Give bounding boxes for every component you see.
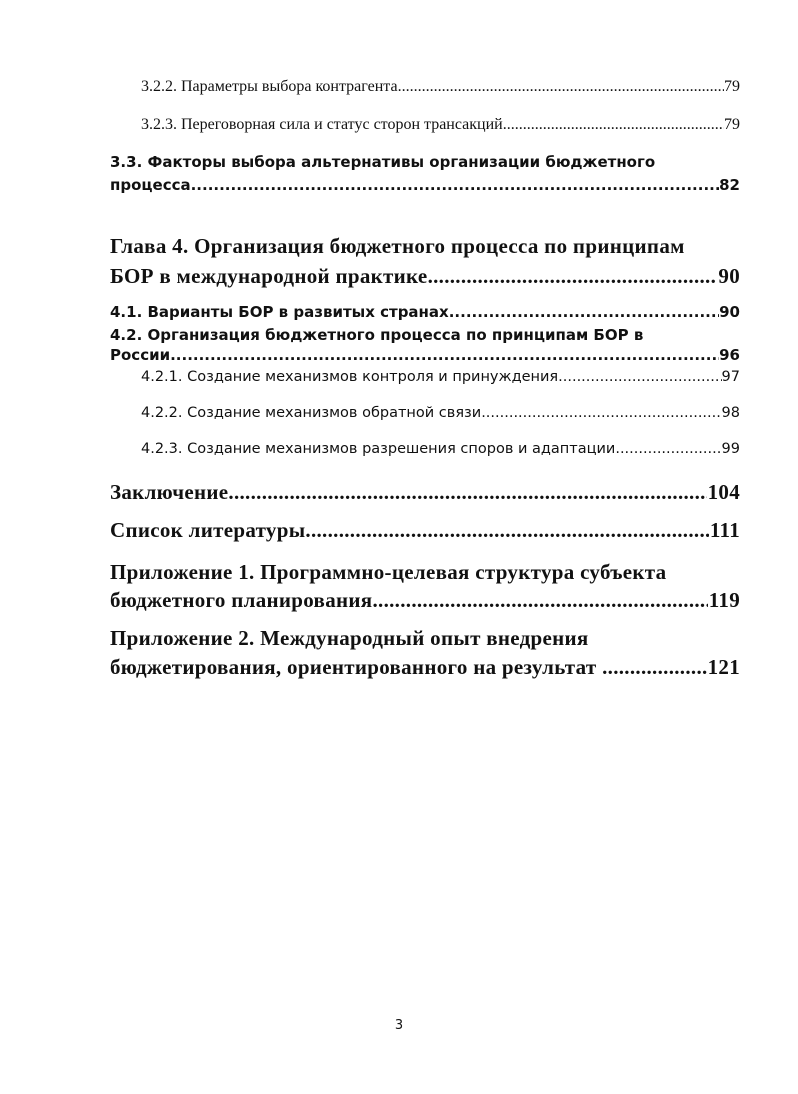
toc-conclusion	[110, 480, 740, 505]
leader-dots	[615, 441, 721, 457]
leader-dots	[228, 480, 706, 505]
leader-dots	[481, 405, 721, 421]
leader-dots	[305, 518, 709, 543]
toc-entry-4-1	[110, 303, 740, 321]
toc-entry-title: 4.2.3. Создание механизмов разрешения споров и адаптации	[141, 441, 616, 457]
toc-entry-title: БОР в международной практике	[110, 264, 428, 288]
toc-entry-title: процесса	[110, 176, 191, 194]
toc-entry-title: 3.2.2. Параметры выбора контрагента	[141, 78, 398, 95]
toc-appendix-2	[110, 655, 740, 680]
toc-entry-3-3	[110, 176, 740, 194]
toc-entry-page: 90	[719, 303, 740, 321]
toc-entry-page: 111	[709, 518, 740, 542]
toc-entry-4-2	[110, 346, 740, 364]
toc-entry-4-2-1	[141, 369, 740, 385]
toc-entry-page: 90	[718, 264, 740, 288]
toc-references	[110, 518, 740, 543]
toc-entry-page: 97	[721, 369, 740, 385]
toc-chapter-4	[110, 264, 740, 289]
toc-entry-page: 104	[707, 480, 740, 504]
toc-entry-page: 96	[719, 346, 740, 364]
toc-entry-page: 82	[719, 176, 740, 194]
toc-appendix-1-line1: Приложение 1. Программно-целевая структура субъекта	[110, 560, 667, 584]
toc-entry-title: бюджетирования, ориентированного на результат	[110, 655, 603, 679]
toc-appendix-1	[110, 588, 740, 613]
leader-dots	[170, 346, 719, 364]
toc-entry-title: Список литературы	[110, 518, 306, 542]
leader-dots	[602, 655, 707, 680]
toc-entry-page: 99	[721, 441, 740, 457]
page-number: 3	[394, 1018, 404, 1033]
leader-dots	[398, 78, 724, 96]
toc-entry-4-2-3	[141, 441, 740, 457]
leader-dots	[449, 303, 719, 321]
leader-dots	[558, 369, 721, 385]
toc-entry-page: 119	[708, 588, 740, 612]
leader-dots	[428, 264, 718, 289]
toc-entry-title: Заключение	[110, 480, 229, 504]
toc-entry-4-2-2	[141, 405, 740, 421]
toc-entry-title: 4.2.1. Создание механизмов контроля и принуждения	[141, 369, 559, 385]
toc-entry-page: 79	[724, 78, 740, 95]
toc-entry-title: 3.2.3. Переговорная сила и статус сторон трансакций	[141, 116, 503, 133]
toc-entry-page: 79	[724, 116, 740, 133]
toc-entry-4-2-line1: 4.2. Организация бюджетного процесса по принципам БОР в	[110, 326, 644, 344]
toc-entry-page: 121	[707, 655, 740, 679]
toc-entry-title: России	[110, 346, 171, 364]
toc-entry-title: 4.1. Варианты БОР в развитых странах	[110, 303, 449, 321]
leader-dots	[191, 176, 720, 194]
toc-entry-3-2-2	[141, 78, 740, 96]
toc-entry-3-3-line1: 3.3. Факторы выбора альтернативы организации бюджетного	[110, 153, 656, 171]
leader-dots	[372, 588, 707, 613]
leader-dots	[503, 116, 724, 134]
toc-entry-3-2-3	[141, 116, 740, 134]
toc-entry-page: 98	[721, 405, 740, 421]
toc-appendix-2-line1: Приложение 2. Международный опыт внедрения	[110, 626, 589, 650]
toc-chapter-4-line1: Глава 4. Организация бюджетного процесса по принципам	[110, 234, 685, 258]
toc-entry-title: 4.2.2. Создание механизмов обратной связи	[141, 405, 482, 421]
toc-entry-title: бюджетного планирования	[110, 588, 373, 612]
